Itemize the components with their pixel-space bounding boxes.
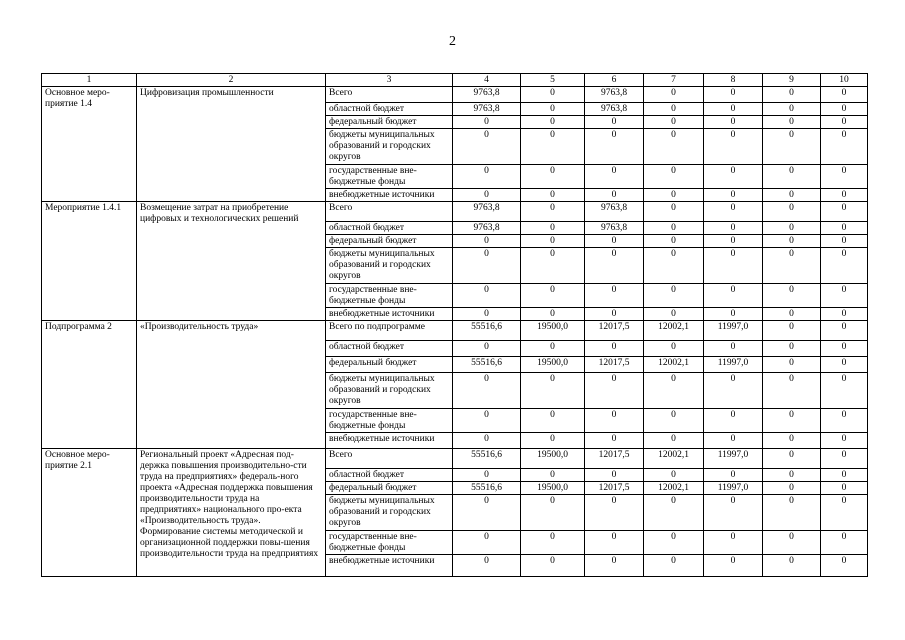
funding-source: Всего <box>326 202 453 222</box>
value-cell: 0 <box>585 341 644 357</box>
value-cell: 0 <box>704 87 763 103</box>
column-header: 2 <box>137 74 326 87</box>
value-cell: 55516,6 <box>453 482 521 495</box>
value-cell: 0 <box>763 129 821 165</box>
value-cell: 0 <box>585 189 644 202</box>
value-cell: 0 <box>704 248 763 284</box>
value-cell: 0 <box>521 373 585 409</box>
column-header: 4 <box>453 74 521 87</box>
column-header: 7 <box>644 74 704 87</box>
value-cell: 0 <box>821 235 868 248</box>
value-cell: 0 <box>521 341 585 357</box>
value-cell: 0 <box>821 87 868 103</box>
value-cell: 0 <box>704 531 763 555</box>
value-cell: 0 <box>763 449 821 469</box>
value-cell: 0 <box>821 531 868 555</box>
value-cell: 0 <box>704 433 763 449</box>
value-cell: 0 <box>644 202 704 222</box>
value-cell: 0 <box>521 495 585 531</box>
value-cell: 0 <box>453 409 521 433</box>
funding-source: государственные вне-бюджетные фонды <box>326 284 453 308</box>
value-cell: 12002,1 <box>644 482 704 495</box>
value-cell: 0 <box>644 189 704 202</box>
funding-source: внебюджетные источники <box>326 308 453 321</box>
value-cell: 0 <box>704 308 763 321</box>
value-cell: 11997,0 <box>704 321 763 341</box>
value-cell: 0 <box>585 308 644 321</box>
value-cell: 0 <box>763 373 821 409</box>
column-header: 8 <box>704 74 763 87</box>
value-cell: 0 <box>763 103 821 116</box>
value-cell: 0 <box>821 284 868 308</box>
funding-source: внебюджетные источники <box>326 433 453 449</box>
item-title: Возмещение затрат на приобретение цифровых и технологических решений <box>137 202 326 321</box>
value-cell: 0 <box>763 357 821 373</box>
funding-source: внебюджетные источники <box>326 189 453 202</box>
page-number: 2 <box>449 34 456 49</box>
column-header: 1 <box>42 74 137 87</box>
value-cell: 0 <box>453 248 521 284</box>
value-cell: 0 <box>763 248 821 284</box>
value-cell: 0 <box>763 469 821 482</box>
value-cell: 0 <box>763 555 821 577</box>
value-cell: 19500,0 <box>521 482 585 495</box>
funding-source: внебюджетные источники <box>326 555 453 577</box>
value-cell: 12002,1 <box>644 449 704 469</box>
value-cell: 0 <box>821 308 868 321</box>
value-cell: 0 <box>704 202 763 222</box>
value-cell: 0 <box>453 284 521 308</box>
value-cell: 0 <box>521 469 585 482</box>
funding-source: бюджеты муниципальных образований и городских округов <box>326 495 453 531</box>
value-cell: 0 <box>763 284 821 308</box>
value-cell: 0 <box>585 284 644 308</box>
value-cell: 0 <box>521 235 585 248</box>
header-row <box>42 74 868 87</box>
value-cell: 0 <box>585 129 644 165</box>
value-cell: 0 <box>453 341 521 357</box>
value-cell: 0 <box>704 165 763 189</box>
value-cell: 0 <box>453 531 521 555</box>
funding-source: областной бюджет <box>326 341 453 357</box>
value-cell: 0 <box>644 308 704 321</box>
value-cell: 11997,0 <box>704 357 763 373</box>
value-cell: 0 <box>821 433 868 449</box>
value-cell: 0 <box>644 222 704 235</box>
value-cell: 0 <box>644 235 704 248</box>
value-cell: 0 <box>521 531 585 555</box>
funding-source: федеральный бюджет <box>326 482 453 495</box>
item-name: Мероприятие 1.4.1 <box>42 202 137 321</box>
value-cell: 0 <box>763 308 821 321</box>
value-cell: 0 <box>763 531 821 555</box>
value-cell: 0 <box>763 235 821 248</box>
value-cell: 0 <box>763 433 821 449</box>
value-cell: 0 <box>453 116 521 129</box>
value-cell: 0 <box>644 495 704 531</box>
value-cell: 0 <box>644 248 704 284</box>
value-cell: 55516,6 <box>453 321 521 341</box>
value-cell: 0 <box>763 87 821 103</box>
value-cell: 0 <box>585 495 644 531</box>
value-cell: 0 <box>821 189 868 202</box>
value-cell: 0 <box>521 555 585 577</box>
value-cell: 0 <box>644 129 704 165</box>
value-cell: 0 <box>821 449 868 469</box>
value-cell: 0 <box>521 189 585 202</box>
value-cell: 0 <box>821 482 868 495</box>
value-cell: 0 <box>821 357 868 373</box>
value-cell: 0 <box>821 202 868 222</box>
value-cell: 0 <box>763 165 821 189</box>
value-cell: 12017,5 <box>585 482 644 495</box>
value-cell: 0 <box>585 116 644 129</box>
value-cell: 0 <box>821 321 868 341</box>
value-cell: 0 <box>763 189 821 202</box>
value-cell: 0 <box>644 116 704 129</box>
item-title: Цифровизация промышленности <box>137 87 326 202</box>
value-cell: 0 <box>644 373 704 409</box>
value-cell: 0 <box>704 469 763 482</box>
value-cell: 0 <box>821 409 868 433</box>
value-cell: 0 <box>821 341 868 357</box>
value-cell: 0 <box>821 373 868 409</box>
value-cell: 0 <box>521 116 585 129</box>
column-header: 9 <box>763 74 821 87</box>
value-cell: 0 <box>585 469 644 482</box>
value-cell: 0 <box>763 482 821 495</box>
value-cell: 0 <box>585 248 644 284</box>
value-cell: 0 <box>585 555 644 577</box>
value-cell: 0 <box>585 409 644 433</box>
value-cell: 0 <box>521 308 585 321</box>
value-cell: 12017,5 <box>585 357 644 373</box>
value-cell: 0 <box>821 495 868 531</box>
value-cell: 0 <box>644 165 704 189</box>
value-cell: 0 <box>521 284 585 308</box>
value-cell: 0 <box>821 248 868 284</box>
value-cell: 0 <box>763 321 821 341</box>
table-row <box>42 321 868 341</box>
funding-source: Всего <box>326 87 453 103</box>
value-cell: 0 <box>821 103 868 116</box>
value-cell: 9763,8 <box>453 103 521 116</box>
funding-source: бюджеты муниципальных образований и городских округов <box>326 248 453 284</box>
item-title: «Производительность труда» <box>137 321 326 449</box>
funding-source: государственные вне-бюджетные фонды <box>326 165 453 189</box>
value-cell: 0 <box>821 555 868 577</box>
funding-source: Всего по подпрограмме <box>326 321 453 341</box>
funding-source: государственные вне-бюджетные фонды <box>326 531 453 555</box>
value-cell: 0 <box>704 222 763 235</box>
value-cell: 0 <box>763 116 821 129</box>
value-cell: 0 <box>585 373 644 409</box>
item-name: Основное меро-приятие 1.4 <box>42 87 137 202</box>
column-header: 6 <box>585 74 644 87</box>
value-cell: 0 <box>763 495 821 531</box>
value-cell: 0 <box>704 409 763 433</box>
table-row <box>42 449 868 469</box>
value-cell: 0 <box>763 409 821 433</box>
value-cell: 0 <box>585 433 644 449</box>
value-cell: 0 <box>704 373 763 409</box>
value-cell: 9763,8 <box>585 87 644 103</box>
value-cell: 0 <box>521 165 585 189</box>
value-cell: 0 <box>704 103 763 116</box>
value-cell: 0 <box>521 129 585 165</box>
value-cell: 9763,8 <box>585 222 644 235</box>
value-cell: 0 <box>644 87 704 103</box>
value-cell: 0 <box>453 308 521 321</box>
value-cell: 0 <box>453 235 521 248</box>
column-header: 10 <box>821 74 868 87</box>
value-cell: 0 <box>521 103 585 116</box>
value-cell: 0 <box>704 284 763 308</box>
value-cell: 9763,8 <box>453 222 521 235</box>
item-name: Подпрограмма 2 <box>42 321 137 449</box>
value-cell: 0 <box>704 341 763 357</box>
column-header: 3 <box>326 74 453 87</box>
value-cell: 0 <box>644 555 704 577</box>
value-cell: 19500,0 <box>521 449 585 469</box>
value-cell: 0 <box>453 495 521 531</box>
value-cell: 19500,0 <box>521 357 585 373</box>
value-cell: 12017,5 <box>585 449 644 469</box>
funding-source: федеральный бюджет <box>326 357 453 373</box>
table-row <box>42 202 868 222</box>
funding-source: областной бюджет <box>326 222 453 235</box>
funding-source: бюджеты муниципальных образований и городских округов <box>326 129 453 165</box>
funding-source: федеральный бюджет <box>326 235 453 248</box>
value-cell: 0 <box>704 116 763 129</box>
value-cell: 0 <box>704 235 763 248</box>
value-cell: 9763,8 <box>453 202 521 222</box>
item-title: Региональный проект «Адресная под-держка повышения производительно-сти труда на предприятиях» федераль-ного проекта «Адресная поддержка повышения производительности труда на предприятиях» национального про-екта «Производительность труда». Формирование системы методической и организационной поддержки повы-шения производительности труда на предприятиях <box>137 449 326 577</box>
value-cell: 0 <box>763 222 821 235</box>
item-name: Основное меро-приятие 2.1 <box>42 449 137 577</box>
value-cell: 0 <box>585 165 644 189</box>
value-cell: 0 <box>453 373 521 409</box>
value-cell: 0 <box>821 222 868 235</box>
funding-source: федеральный бюджет <box>326 116 453 129</box>
value-cell: 0 <box>704 555 763 577</box>
value-cell: 12002,1 <box>644 357 704 373</box>
funding-source: Всего <box>326 449 453 469</box>
value-cell: 0 <box>821 129 868 165</box>
budget-table <box>41 73 868 577</box>
value-cell: 9763,8 <box>585 202 644 222</box>
value-cell: 19500,0 <box>521 321 585 341</box>
funding-source: государственные вне-бюджетные фонды <box>326 409 453 433</box>
value-cell: 9763,8 <box>453 87 521 103</box>
value-cell: 0 <box>644 433 704 449</box>
table-row <box>42 87 868 103</box>
value-cell: 0 <box>521 433 585 449</box>
value-cell: 0 <box>763 202 821 222</box>
value-cell: 0 <box>704 495 763 531</box>
value-cell: 0 <box>521 409 585 433</box>
value-cell: 0 <box>644 341 704 357</box>
value-cell: 0 <box>821 116 868 129</box>
value-cell: 9763,8 <box>585 103 644 116</box>
value-cell: 0 <box>644 469 704 482</box>
value-cell: 0 <box>763 341 821 357</box>
value-cell: 0 <box>453 189 521 202</box>
value-cell: 0 <box>644 103 704 116</box>
value-cell: 0 <box>585 235 644 248</box>
value-cell: 0 <box>644 284 704 308</box>
value-cell: 0 <box>821 469 868 482</box>
value-cell: 0 <box>821 165 868 189</box>
value-cell: 55516,6 <box>453 449 521 469</box>
value-cell: 11997,0 <box>704 449 763 469</box>
value-cell: 0 <box>704 189 763 202</box>
value-cell: 0 <box>521 248 585 284</box>
value-cell: 0 <box>585 531 644 555</box>
value-cell: 0 <box>521 202 585 222</box>
value-cell: 11997,0 <box>704 482 763 495</box>
value-cell: 12017,5 <box>585 321 644 341</box>
funding-source: областной бюджет <box>326 103 453 116</box>
value-cell: 0 <box>453 433 521 449</box>
value-cell: 0 <box>644 531 704 555</box>
funding-source: областной бюджет <box>326 469 453 482</box>
value-cell: 0 <box>521 87 585 103</box>
value-cell: 0 <box>644 409 704 433</box>
value-cell: 0 <box>453 555 521 577</box>
value-cell: 0 <box>453 129 521 165</box>
value-cell: 0 <box>521 222 585 235</box>
value-cell: 0 <box>453 469 521 482</box>
column-header: 5 <box>521 74 585 87</box>
funding-source: бюджеты муниципальных образований и городских округов <box>326 373 453 409</box>
value-cell: 0 <box>453 165 521 189</box>
value-cell: 12002,1 <box>644 321 704 341</box>
value-cell: 0 <box>704 129 763 165</box>
value-cell: 55516,6 <box>453 357 521 373</box>
